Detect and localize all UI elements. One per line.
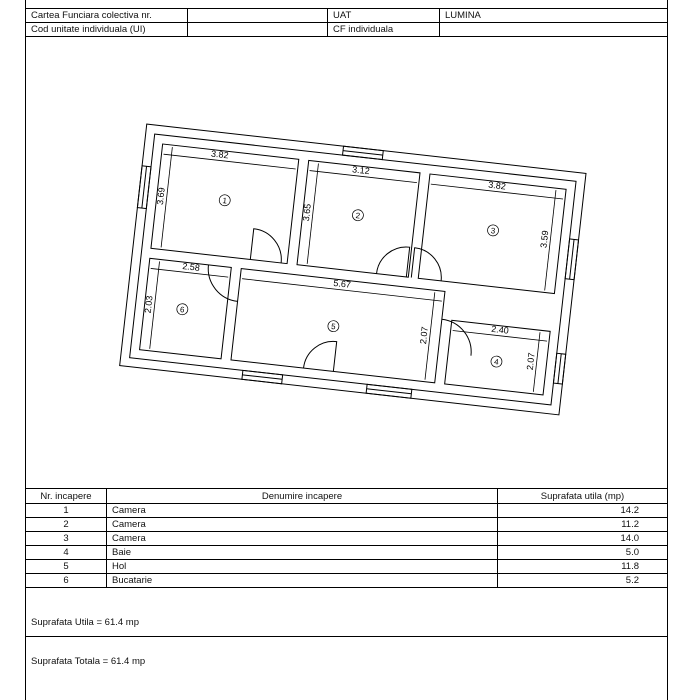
- door-swings: [198, 224, 482, 386]
- room-6-number: 6: [179, 305, 185, 315]
- cod-unitate-label: Cod unitate individuala (UI): [26, 23, 188, 37]
- dim-room1-width: 3.82: [210, 148, 230, 161]
- row-area: 11.8: [498, 560, 668, 574]
- table-row: [26, 532, 668, 546]
- uat-label: UAT: [328, 9, 440, 23]
- room-2-number: 2: [355, 210, 361, 221]
- cf-colectiva-label: Cartea Funciara colectiva nr.: [26, 9, 188, 23]
- suprafata-utila: Suprafata Utila = 61.4 mp: [25, 605, 668, 637]
- dim-room6-height: 2.03: [142, 295, 155, 314]
- row-area: 5.2: [498, 574, 668, 588]
- row-nr: 2: [26, 518, 107, 532]
- table-row: [26, 504, 668, 518]
- row-name: Camera: [107, 532, 498, 546]
- cf-individuala-label: CF individuala: [328, 23, 440, 37]
- row-nr: 1: [26, 504, 107, 518]
- dim-room2-width: 3.12: [351, 164, 371, 177]
- dim-room4-height: 2.07: [524, 352, 537, 371]
- table-row: [26, 546, 668, 560]
- table-row: [26, 518, 668, 532]
- room-5-number: 5: [330, 321, 337, 332]
- dim-room2-height: 3.65: [300, 203, 313, 222]
- row-area: 5.0: [498, 546, 668, 560]
- table-row: [26, 560, 668, 574]
- row-name: Camera: [107, 504, 498, 518]
- row-nr: 3: [26, 532, 107, 546]
- row-area: 14.0: [498, 532, 668, 546]
- row-name: Camera: [107, 518, 498, 532]
- room-3-number: 3: [490, 226, 496, 236]
- dim-hall-height: 2.07: [417, 326, 430, 345]
- dim-room3-width: 3.82: [487, 179, 507, 192]
- dim-room4-width: 2.40: [490, 323, 510, 336]
- dim-room3-height: 3.59: [538, 229, 551, 249]
- room-4-number: 4: [493, 357, 500, 367]
- suprafata-totala: Suprafata Totala = 61.4 mp: [31, 656, 146, 667]
- row-name: Baie: [107, 546, 498, 560]
- col-header-denumire: Denumire incapere: [107, 489, 498, 504]
- room-1-number: 1: [221, 196, 228, 206]
- room-6-outline: [140, 258, 232, 359]
- row-area: 11.2: [498, 518, 668, 532]
- dim-hall-width: 5.67: [332, 277, 352, 290]
- rooms-table-header: [26, 489, 668, 504]
- col-header-nr: Nr. incapere: [26, 489, 107, 504]
- uat-value: LUMINA: [440, 9, 668, 23]
- row-name: Bucatarie: [107, 574, 498, 588]
- row-name: Hol: [107, 560, 498, 574]
- row-nr: 5: [26, 560, 107, 574]
- dim-room6-width: 2.58: [181, 261, 201, 273]
- col-header-suprafata: Suprafata utila (mp): [498, 489, 668, 504]
- row-nr: 6: [26, 574, 107, 588]
- table-row: [26, 574, 668, 588]
- rooms-table: [25, 488, 668, 588]
- row-area: 14.2: [498, 504, 668, 518]
- dim-room1-height: 3.69: [154, 186, 167, 206]
- row-nr: 4: [26, 546, 107, 560]
